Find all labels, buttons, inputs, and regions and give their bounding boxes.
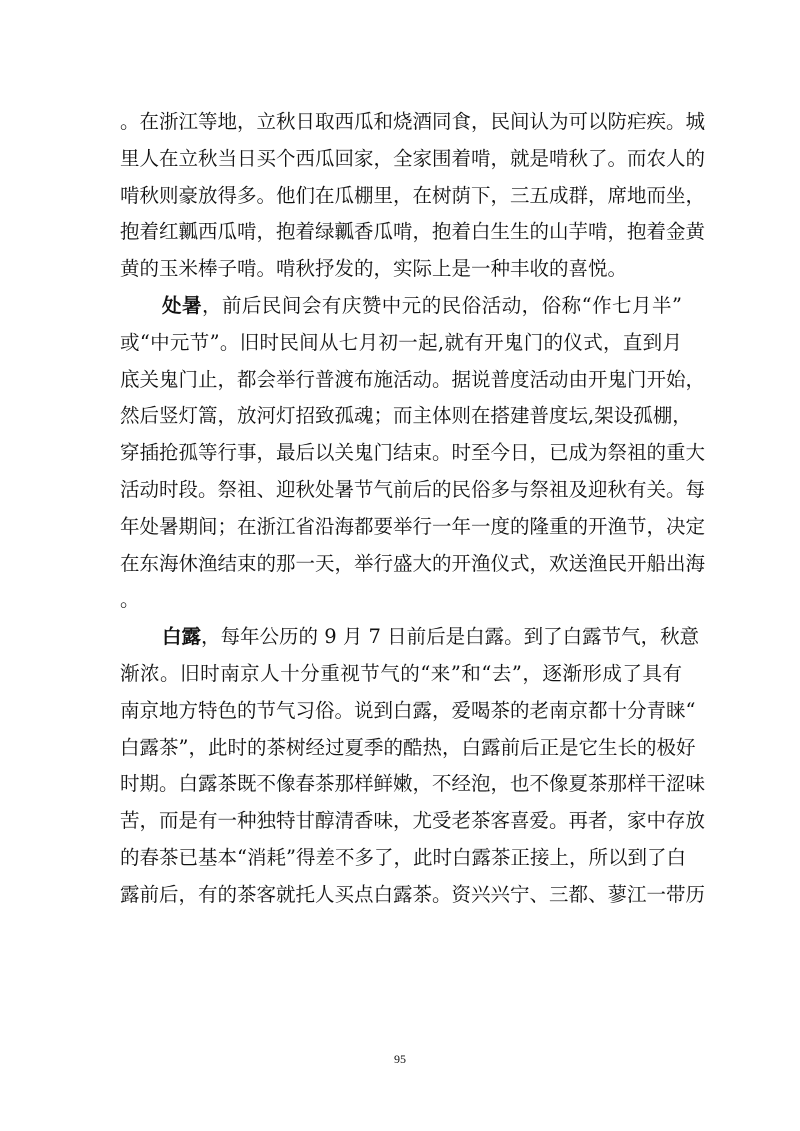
text-line: 底关鬼门止，都会举行普渡布施活动。据说普度活动由开鬼门开始， <box>120 367 706 391</box>
paragraph-liqiu <box>120 104 706 288</box>
text-line: 年处暑期间；在浙江省沿海都要举行一年一度的隆重的开渔节，决定 <box>120 514 706 538</box>
text-line: 在东海休渔结束的那一天，举行盛大的开渔仪式，欢送渔民开船出海 <box>120 551 706 575</box>
text-line: 穿插抢孤等行事，最后以关鬼门结束。时至今日，已成为祭祖的重大 <box>120 441 706 465</box>
paragraph-first-line <box>120 288 682 325</box>
text-line: 苦，而是有一种独特甘醇清香味，尤受老茶客喜爱。再者，家中存放 <box>120 809 706 833</box>
page-number: 95 <box>394 1052 406 1066</box>
text-line: 黄的玉米棒子啃。啃秋抒发的，实际上是一种丰收的喜悦。 <box>120 257 628 281</box>
text-line: 抱着红瓤西瓜啃，抱着绿瓤香瓜啃，抱着白生生的山芋啃，抱着金黄 <box>120 220 706 244</box>
paragraph-chushu <box>120 288 706 619</box>
text-line: 或“中元节”。旧时民间从七月初一起,就有开鬼门的仪式，直到月 <box>120 330 682 354</box>
text-line: 活动时段。祭祖、迎秋处暑节气前后的民俗多与祭祖及迎秋有关。每 <box>120 477 706 501</box>
text-span: ，每年公历的 9 月 7 日前后是白露。到了白露节气，秋意 <box>201 625 700 649</box>
text-line: 露前后，有的茶客就托人买点白露茶。资兴兴宁、三都、蓼江一带历 <box>120 882 706 906</box>
paragraph-bailu <box>120 619 706 913</box>
text-line: 时期。白露茶既不像春茶那样鲜嫩，不经泡，也不像夏茶那样干涩味 <box>120 772 706 796</box>
text-line: 南京地方特色的节气习俗。说到白露，爱喝茶的老南京都十分青睐“ <box>120 698 696 722</box>
solar-term-heading: 处暑 <box>162 293 202 317</box>
text-line: 的春茶已基本“消耗”得差不多了，此时白露茶正接上，所以到了白 <box>120 845 686 869</box>
paragraph-first-line <box>120 619 700 656</box>
text-line: 。 <box>120 588 140 612</box>
text-line: 里人在立秋当日买个西瓜回家，全家围着啃，就是啃秋了。而农人的 <box>120 146 706 170</box>
text-line: 渐浓。旧时南京人十分重视节气的“来”和“去”，逐渐形成了具有 <box>120 661 682 685</box>
text-line: 。在浙江等地，立秋日取西瓜和烧酒同食，民间认为可以防疟疾。城 <box>120 110 706 133</box>
text-span: ，前后民间会有庆赞中元的民俗活动，俗称“作七月半” <box>201 293 682 317</box>
text-line: 啃秋则豪放得多。他们在瓜棚里，在树荫下，三五成群，席地而坐， <box>120 183 706 207</box>
solar-term-heading: 白露 <box>162 625 202 649</box>
text-line: 白露茶”，此时的茶树经过夏季的酷热，白露前后正是它生长的极好 <box>120 735 696 759</box>
text-line: 然后竖灯篙，放河灯招致孤魂；而主体则在搭建普度坛,架设孤棚， <box>120 404 692 428</box>
document-body <box>120 104 706 914</box>
